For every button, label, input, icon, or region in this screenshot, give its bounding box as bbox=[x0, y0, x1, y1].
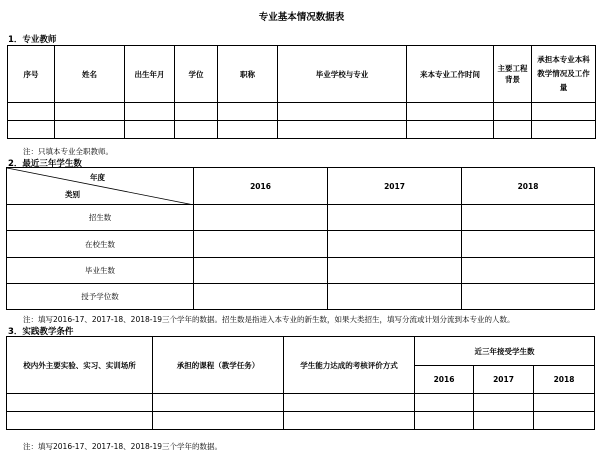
table-cell bbox=[328, 258, 462, 284]
column-header: 来本专业工作时间 bbox=[407, 46, 494, 103]
table-cell bbox=[7, 394, 153, 412]
table-cell bbox=[278, 103, 407, 121]
table-cell bbox=[415, 394, 474, 412]
corner-label-year: 年度 bbox=[90, 173, 105, 182]
year-header: 2016 bbox=[194, 168, 328, 205]
group-header: 近三年接受学生数 bbox=[415, 337, 595, 366]
table-cell bbox=[462, 258, 595, 284]
section-1-heading: 1．专业教师 bbox=[8, 35, 57, 45]
teacher-table bbox=[7, 45, 596, 139]
table-header-row bbox=[7, 337, 595, 366]
table-cell bbox=[407, 103, 494, 121]
year-header: 2017 bbox=[328, 168, 462, 205]
table-cell bbox=[175, 103, 218, 121]
table-row bbox=[7, 231, 595, 258]
table-cell bbox=[474, 394, 534, 412]
table-header-row bbox=[7, 168, 595, 205]
year-header: 2016 bbox=[415, 366, 474, 394]
row-label: 授予学位数 bbox=[7, 284, 194, 310]
table-row bbox=[7, 394, 595, 412]
column-header: 承担本专业本科教学情况及工作量 bbox=[532, 46, 596, 103]
section-3-heading: 3．实践教学条件 bbox=[8, 327, 74, 337]
table-row bbox=[7, 258, 595, 284]
table-cell bbox=[534, 412, 595, 430]
table-cell bbox=[534, 394, 595, 412]
table-cell bbox=[194, 284, 328, 310]
column-header: 承担的课程（教学任务） bbox=[153, 337, 284, 394]
table-cell bbox=[194, 258, 328, 284]
table-cell bbox=[284, 412, 415, 430]
table-cell bbox=[462, 205, 595, 231]
table-cell bbox=[7, 412, 153, 430]
table-header-row bbox=[8, 46, 596, 103]
table-row bbox=[8, 103, 596, 121]
column-header: 序号 bbox=[8, 46, 55, 103]
table-cell bbox=[278, 121, 407, 139]
table-cell bbox=[415, 412, 474, 430]
column-header: 学位 bbox=[175, 46, 218, 103]
column-header: 校内外主要实验、实习、实训场所 bbox=[7, 337, 153, 394]
row-label: 在校生数 bbox=[7, 231, 194, 258]
table-row bbox=[7, 284, 595, 310]
table-cell bbox=[55, 121, 125, 139]
table-cell bbox=[125, 121, 175, 139]
section-2-heading: 2．最近三年学生数 bbox=[8, 159, 82, 169]
table-cell bbox=[8, 121, 55, 139]
table-cell bbox=[532, 103, 596, 121]
column-header: 主要工程背景 bbox=[494, 46, 532, 103]
diagonal-header-cell bbox=[7, 168, 194, 205]
column-header: 出生年月 bbox=[125, 46, 175, 103]
page-title: 专业基本情况数据表 bbox=[258, 12, 345, 23]
table-cell bbox=[218, 103, 278, 121]
column-header: 职称 bbox=[218, 46, 278, 103]
table-cell bbox=[328, 231, 462, 258]
table-row bbox=[7, 205, 595, 231]
table-cell bbox=[194, 205, 328, 231]
table-cell bbox=[462, 284, 595, 310]
table-cell bbox=[494, 121, 532, 139]
table-cell bbox=[55, 103, 125, 121]
table-cell bbox=[284, 394, 415, 412]
table-cell bbox=[328, 205, 462, 231]
section-1-note: 注：只填本专业全职教师。 bbox=[23, 147, 113, 156]
table-cell bbox=[194, 231, 328, 258]
row-label: 毕业生数 bbox=[7, 258, 194, 284]
table-cell bbox=[218, 121, 278, 139]
table-cell bbox=[153, 394, 284, 412]
table-cell bbox=[532, 121, 596, 139]
column-header: 学生能力达成的考核评价方式 bbox=[284, 337, 415, 394]
year-header: 2018 bbox=[462, 168, 595, 205]
table-cell bbox=[462, 231, 595, 258]
table-cell bbox=[153, 412, 284, 430]
table-cell bbox=[407, 121, 494, 139]
table-row bbox=[7, 412, 595, 430]
year-header: 2017 bbox=[474, 366, 534, 394]
row-label: 招生数 bbox=[7, 205, 194, 231]
section-2-note: 注：填写2016-17、2017-18、2018-19三个学年的数据。招生数是指进入本专业的新生数，如果大类招生，填写分流或计划分流到本专业的人数。 bbox=[23, 315, 515, 324]
table-cell bbox=[494, 103, 532, 121]
year-header: 2018 bbox=[534, 366, 595, 394]
table-row bbox=[8, 121, 596, 139]
table-cell bbox=[328, 284, 462, 310]
section-3-note: 注：填写2016-17、2017-18、2018-19三个学年的数据。 bbox=[23, 442, 223, 451]
table-cell bbox=[125, 103, 175, 121]
table-cell bbox=[8, 103, 55, 121]
column-header: 毕业学校与专业 bbox=[278, 46, 407, 103]
table-cell bbox=[175, 121, 218, 139]
student-count-table bbox=[6, 167, 595, 310]
corner-label-category: 类别 bbox=[65, 190, 80, 199]
practice-conditions-table bbox=[6, 336, 595, 430]
column-header: 姓名 bbox=[55, 46, 125, 103]
table-cell bbox=[474, 412, 534, 430]
